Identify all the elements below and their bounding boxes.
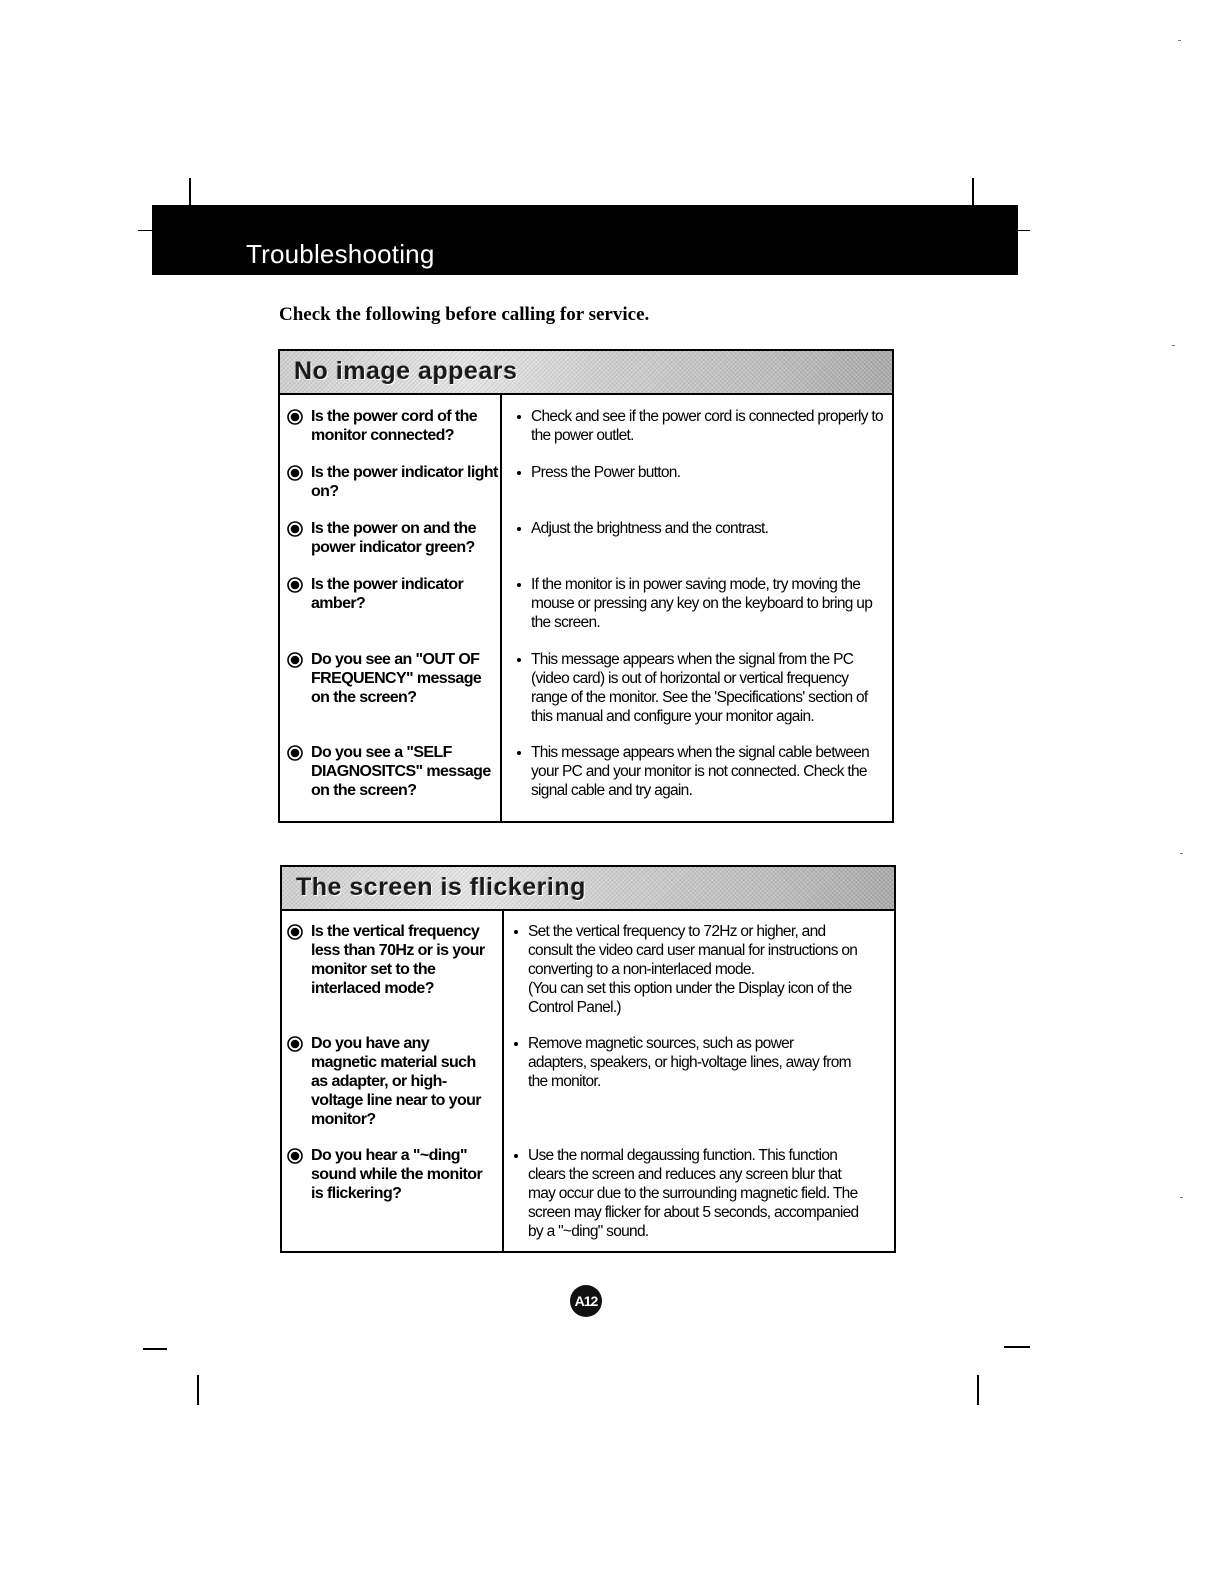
answer xyxy=(531,407,883,445)
question-line: Do you hear a "~ding" xyxy=(311,1147,467,1164)
question-line: on the screen? xyxy=(311,782,417,799)
answer xyxy=(531,575,872,632)
question-line: as adapter, or high- xyxy=(311,1073,447,1090)
answer-line: adapters, speakers, or high-voltage lines, away from xyxy=(528,1054,851,1071)
scan-speck xyxy=(1180,1197,1183,1198)
question xyxy=(311,519,476,557)
question-line: interlaced mode? xyxy=(311,980,434,997)
question-line: Is the vertical frequency xyxy=(311,923,480,940)
answer-line: may occur due to the surrounding magnetic field. The xyxy=(528,1185,858,1202)
crop-mark-right-tick xyxy=(1016,230,1030,231)
question xyxy=(311,1146,482,1203)
answer xyxy=(528,922,857,1017)
answer-line: Set the vertical frequency to 72Hz or higher, and xyxy=(528,923,826,940)
section-header xyxy=(280,351,892,395)
page-number-badge: A12 xyxy=(570,1285,602,1317)
question xyxy=(311,1034,481,1129)
answer xyxy=(531,650,868,726)
answer xyxy=(528,1034,851,1091)
question-line: Is the power on and the xyxy=(311,520,476,537)
title-banner xyxy=(152,205,1018,275)
answer xyxy=(528,1146,858,1241)
question-line: power indicator green? xyxy=(311,539,475,556)
radio-dot-icon xyxy=(287,409,303,425)
crop-mark-bottom-left-v xyxy=(197,1375,199,1405)
crop-mark-bottom-right-h xyxy=(1004,1346,1030,1348)
question-line: on the screen? xyxy=(311,689,417,706)
scan-speck xyxy=(1180,853,1183,854)
question-line: DIAGNOSITCS" message xyxy=(311,763,491,780)
answer-line: Use the normal degaussing function. This function xyxy=(528,1147,838,1164)
answer-line: the power outlet. xyxy=(531,427,634,444)
answer-line: screen may flicker for about 5 seconds, accompanied xyxy=(528,1204,859,1221)
scan-speck xyxy=(1178,40,1181,41)
question-line: FREQUENCY" message xyxy=(311,670,482,687)
question-line: Do you see a "SELF xyxy=(311,744,452,761)
answer-line: the monitor. xyxy=(528,1073,601,1090)
answer-line: your PC and your monitor is not connected. Check the xyxy=(531,763,867,780)
question xyxy=(311,407,477,445)
bullet-dot-icon xyxy=(517,415,521,419)
crop-mark-bottom-right-v xyxy=(977,1375,979,1405)
answer-line: This message appears when the signal from the PC xyxy=(531,651,854,668)
answer-line: (You can set this option under the Display icon of the xyxy=(528,980,852,997)
answer-line: range of the monitor. See the 'Specifications' section of xyxy=(531,689,868,706)
bullet-dot-icon xyxy=(517,527,521,531)
crop-mark-top-left xyxy=(189,178,191,206)
answer-line: converting to a non-interlaced mode. xyxy=(528,961,755,978)
answer-line: Adjust the brightness and the contrast. xyxy=(531,520,769,537)
column-divider xyxy=(502,909,504,1253)
answer-line: by a "~ding" sound. xyxy=(528,1223,649,1240)
question-line: is flickering? xyxy=(311,1185,402,1202)
question xyxy=(311,650,481,707)
radio-dot-icon xyxy=(287,652,303,668)
scan-speck xyxy=(1172,345,1175,346)
radio-dot-icon xyxy=(287,521,303,537)
intro-text: Check the following before calling for service. xyxy=(279,304,650,325)
answer-line: If the monitor is in power saving mode, try moving the xyxy=(531,576,861,593)
question xyxy=(311,575,463,613)
question-line: amber? xyxy=(311,595,366,612)
bullet-dot-icon xyxy=(514,1042,518,1046)
answer-line: signal cable and try again. xyxy=(531,782,693,799)
bullet-dot-icon xyxy=(514,1154,518,1158)
answer-line: the screen. xyxy=(531,614,600,631)
question-line: Do you see an "OUT OF xyxy=(311,651,480,668)
radio-dot-icon xyxy=(287,1036,303,1052)
radio-dot-icon xyxy=(287,577,303,593)
question-line: monitor? xyxy=(311,1111,376,1128)
question-line: Do you have any xyxy=(311,1035,430,1052)
answer-line: mouse or pressing any key on the keyboard to bring up xyxy=(531,595,873,612)
question-line: less than 70Hz or is your xyxy=(311,942,485,959)
bullet-dot-icon xyxy=(517,471,521,475)
answer xyxy=(531,519,768,538)
crop-mark-top-right xyxy=(972,178,974,206)
question-line: monitor set to the xyxy=(311,961,436,978)
answer-line: (video card) is out of horizontal or vertical frequency xyxy=(531,670,849,687)
bullet-dot-icon xyxy=(517,751,521,755)
section-header-text: No image appears xyxy=(294,357,518,385)
answer xyxy=(531,463,680,482)
question-line: Is the power indicator light xyxy=(311,464,498,481)
answer-line: Remove magnetic sources, such as power xyxy=(528,1035,794,1052)
crop-mark-bottom-left-h xyxy=(143,1348,167,1350)
question xyxy=(311,922,485,998)
question-line: on? xyxy=(311,483,339,500)
radio-dot-icon xyxy=(287,465,303,481)
question xyxy=(311,463,498,501)
answer-line: this manual and configure your monitor again. xyxy=(531,708,814,725)
question-line: magnetic material such xyxy=(311,1054,476,1071)
radio-dot-icon xyxy=(287,1148,303,1164)
question-line: Is the power indicator xyxy=(311,576,464,593)
answer-line: Press the Power button. xyxy=(531,464,681,481)
section-header xyxy=(282,867,894,911)
answer-line: clears the screen and reduces any screen blur that xyxy=(528,1166,842,1183)
radio-dot-icon xyxy=(287,924,303,940)
bullet-dot-icon xyxy=(517,583,521,587)
question xyxy=(311,743,491,800)
page-title: Troubleshooting xyxy=(246,239,435,269)
question-line: sound while the monitor xyxy=(311,1166,483,1183)
answer-line: consult the video card user manual for instructions on xyxy=(528,942,858,959)
answer-line: Control Panel.) xyxy=(528,999,621,1016)
answer-line: Check and see if the power cord is connected properly to xyxy=(531,408,883,425)
section-header-text: The screen is flickering xyxy=(296,873,586,901)
question-line: voltage line near to your xyxy=(311,1092,481,1109)
question-line: Is the power cord of the xyxy=(311,408,478,425)
radio-dot-icon xyxy=(287,745,303,761)
bullet-dot-icon xyxy=(514,930,518,934)
bullet-dot-icon xyxy=(517,658,521,662)
answer xyxy=(531,743,869,800)
answer-line: This message appears when the signal cable between xyxy=(531,744,870,761)
question-line: monitor connected? xyxy=(311,427,454,444)
column-divider xyxy=(500,393,502,823)
